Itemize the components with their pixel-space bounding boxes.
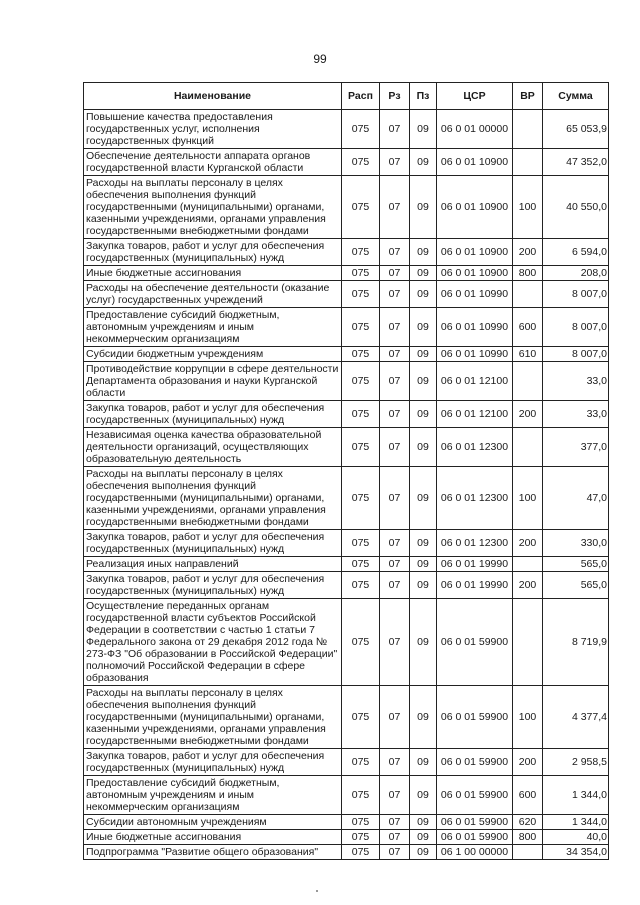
table-row bbox=[84, 686, 609, 749]
cell-csr: 06 1 00 00000 bbox=[437, 845, 513, 860]
cell-csr: 06 0 01 59900 bbox=[437, 749, 513, 776]
column-header-sum: Сумма bbox=[543, 83, 609, 110]
cell-rz: 07 bbox=[380, 110, 410, 149]
cell-name: Независимая оценка качества образовательной деятельности организаций, осуществляющих образовательную деятельность bbox=[84, 428, 342, 467]
column-header-csr: ЦСР bbox=[437, 83, 513, 110]
cell-name: Закупка товаров, работ и услуг для обеспечения государственных (муниципальных) нужд bbox=[84, 239, 342, 266]
table-row bbox=[84, 572, 609, 599]
cell-sum: 4 377,4 bbox=[543, 686, 609, 749]
cell-rasp: 075 bbox=[342, 776, 380, 815]
cell-rz: 07 bbox=[380, 467, 410, 530]
cell-name: Иные бюджетные ассигнования bbox=[84, 266, 342, 281]
cell-name: Закупка товаров, работ и услуг для обеспечения государственных (муниципальных) нужд bbox=[84, 572, 342, 599]
cell-rz: 07 bbox=[380, 530, 410, 557]
cell-sum: 34 354,0 bbox=[543, 845, 609, 860]
cell-name: Субсидии автономным учреждениям bbox=[84, 815, 342, 830]
cell-csr: 06 0 01 19990 bbox=[437, 557, 513, 572]
cell-vr: 200 bbox=[513, 239, 543, 266]
cell-sum: 40,0 bbox=[543, 830, 609, 845]
cell-rasp: 075 bbox=[342, 467, 380, 530]
cell-rasp: 075 bbox=[342, 530, 380, 557]
table-row bbox=[84, 401, 609, 428]
cell-vr bbox=[513, 281, 543, 308]
cell-csr: 06 0 01 10990 bbox=[437, 281, 513, 308]
scan-speck bbox=[316, 890, 318, 892]
cell-pz: 09 bbox=[410, 749, 437, 776]
cell-name: Расходы на выплаты персоналу в целях обеспечения выполнения функций государственными (муниципальными) органами, казенными учреждениями, органами управления государственными внебюджетными фондами bbox=[84, 467, 342, 530]
cell-rasp: 075 bbox=[342, 686, 380, 749]
cell-rz: 07 bbox=[380, 401, 410, 428]
cell-vr: 620 bbox=[513, 815, 543, 830]
cell-rasp: 075 bbox=[342, 176, 380, 239]
table-row bbox=[84, 239, 609, 266]
cell-pz: 09 bbox=[410, 347, 437, 362]
cell-rz: 07 bbox=[380, 830, 410, 845]
cell-rz: 07 bbox=[380, 845, 410, 860]
cell-vr: 100 bbox=[513, 686, 543, 749]
cell-vr bbox=[513, 557, 543, 572]
cell-pz: 09 bbox=[410, 467, 437, 530]
cell-rasp: 075 bbox=[342, 308, 380, 347]
cell-sum: 65 053,9 bbox=[543, 110, 609, 149]
cell-rasp: 075 bbox=[342, 815, 380, 830]
cell-rasp: 075 bbox=[342, 599, 380, 686]
cell-vr: 200 bbox=[513, 530, 543, 557]
cell-csr: 06 0 01 10900 bbox=[437, 239, 513, 266]
cell-vr: 200 bbox=[513, 749, 543, 776]
cell-pz: 09 bbox=[410, 530, 437, 557]
cell-csr: 06 0 01 12300 bbox=[437, 428, 513, 467]
cell-name: Осуществление переданных органам государственной власти субъектов Российской Федерации в соответствии с частью 1 статьи 7 Федерального закона от 29 декабря 2012 года № 273-ФЗ "Об образовании в Российской Федерации" полномочий Российской Федерации в сфере образования bbox=[84, 599, 342, 686]
cell-csr: 06 0 01 10900 bbox=[437, 149, 513, 176]
cell-rasp: 075 bbox=[342, 401, 380, 428]
cell-sum: 8 719,9 bbox=[543, 599, 609, 686]
cell-rasp: 075 bbox=[342, 281, 380, 308]
cell-sum: 47 352,0 bbox=[543, 149, 609, 176]
cell-pz: 09 bbox=[410, 281, 437, 308]
cell-vr: 800 bbox=[513, 266, 543, 281]
cell-sum: 40 550,0 bbox=[543, 176, 609, 239]
cell-pz: 09 bbox=[410, 830, 437, 845]
cell-csr: 06 0 01 59900 bbox=[437, 686, 513, 749]
cell-pz: 09 bbox=[410, 599, 437, 686]
cell-rz: 07 bbox=[380, 749, 410, 776]
cell-csr: 06 0 01 19990 bbox=[437, 572, 513, 599]
cell-vr: 600 bbox=[513, 308, 543, 347]
cell-pz: 09 bbox=[410, 362, 437, 401]
cell-name: Обеспечение деятельности аппарата органов государственной власти Курганской области bbox=[84, 149, 342, 176]
cell-rz: 07 bbox=[380, 308, 410, 347]
table-row bbox=[84, 428, 609, 467]
cell-sum: 33,0 bbox=[543, 362, 609, 401]
cell-vr bbox=[513, 428, 543, 467]
table-header-row bbox=[84, 83, 609, 110]
cell-sum: 8 007,0 bbox=[543, 308, 609, 347]
cell-name: Закупка товаров, работ и услуг для обеспечения государственных (муниципальных) нужд bbox=[84, 530, 342, 557]
cell-sum: 1 344,0 bbox=[543, 776, 609, 815]
cell-csr: 06 0 01 10900 bbox=[437, 266, 513, 281]
cell-sum: 1 344,0 bbox=[543, 815, 609, 830]
page-number: 99 bbox=[313, 52, 327, 66]
cell-sum: 330,0 bbox=[543, 530, 609, 557]
table-row bbox=[84, 845, 609, 860]
cell-vr: 100 bbox=[513, 467, 543, 530]
cell-name: Расходы на обеспечение деятельности (оказание услуг) государственных учреждений bbox=[84, 281, 342, 308]
cell-name: Реализация иных направлений bbox=[84, 557, 342, 572]
cell-vr: 610 bbox=[513, 347, 543, 362]
cell-sum: 6 594,0 bbox=[543, 239, 609, 266]
cell-name: Противодействие коррупции в сфере деятельности Департамента образования и науки Курганской области bbox=[84, 362, 342, 401]
column-header-vr: ВР bbox=[513, 83, 543, 110]
cell-vr bbox=[513, 149, 543, 176]
cell-pz: 09 bbox=[410, 308, 437, 347]
cell-rz: 07 bbox=[380, 815, 410, 830]
cell-rasp: 075 bbox=[342, 572, 380, 599]
cell-csr: 06 0 01 12100 bbox=[437, 401, 513, 428]
table-row bbox=[84, 557, 609, 572]
cell-vr bbox=[513, 362, 543, 401]
table-row bbox=[84, 266, 609, 281]
cell-vr: 100 bbox=[513, 176, 543, 239]
cell-sum: 2 958,5 bbox=[543, 749, 609, 776]
table-row bbox=[84, 362, 609, 401]
cell-rasp: 075 bbox=[342, 749, 380, 776]
cell-pz: 09 bbox=[410, 776, 437, 815]
cell-rz: 07 bbox=[380, 347, 410, 362]
cell-csr: 06 0 01 10990 bbox=[437, 308, 513, 347]
cell-name: Повышение качества предоставления государственных услуг, исполнения государственных функций bbox=[84, 110, 342, 149]
cell-pz: 09 bbox=[410, 845, 437, 860]
cell-csr: 06 0 01 59900 bbox=[437, 599, 513, 686]
cell-rz: 07 bbox=[380, 599, 410, 686]
cell-rz: 07 bbox=[380, 281, 410, 308]
column-header-pz: Пз bbox=[410, 83, 437, 110]
cell-sum: 208,0 bbox=[543, 266, 609, 281]
table-row bbox=[84, 830, 609, 845]
table-row bbox=[84, 308, 609, 347]
cell-rasp: 075 bbox=[342, 830, 380, 845]
cell-name: Расходы на выплаты персоналу в целях обеспечения выполнения функций государственными (муниципальными) органами, казенными учреждениями, органами управления государственными внебюджетными фондами bbox=[84, 686, 342, 749]
cell-vr: 200 bbox=[513, 572, 543, 599]
cell-rz: 07 bbox=[380, 176, 410, 239]
cell-rasp: 075 bbox=[342, 845, 380, 860]
cell-vr: 600 bbox=[513, 776, 543, 815]
cell-rasp: 075 bbox=[342, 110, 380, 149]
cell-name: Закупка товаров, работ и услуг для обеспечения государственных (муниципальных) нужд bbox=[84, 749, 342, 776]
cell-csr: 06 0 01 10900 bbox=[437, 176, 513, 239]
cell-rasp: 075 bbox=[342, 239, 380, 266]
cell-pz: 09 bbox=[410, 428, 437, 467]
column-header-rz: Рз bbox=[380, 83, 410, 110]
table-row bbox=[84, 110, 609, 149]
cell-csr: 06 0 01 12300 bbox=[437, 467, 513, 530]
table-row bbox=[84, 815, 609, 830]
cell-rasp: 075 bbox=[342, 557, 380, 572]
cell-name: Иные бюджетные ассигнования bbox=[84, 830, 342, 845]
table-row bbox=[84, 749, 609, 776]
cell-name: Предоставление субсидий бюджетным, автономным учреждениям и иным некоммерческим организациям bbox=[84, 308, 342, 347]
table-row bbox=[84, 176, 609, 239]
cell-vr bbox=[513, 845, 543, 860]
cell-vr: 200 bbox=[513, 401, 543, 428]
cell-rasp: 075 bbox=[342, 362, 380, 401]
cell-csr: 06 0 01 00000 bbox=[437, 110, 513, 149]
cell-name: Подпрограмма "Развитие общего образования" bbox=[84, 845, 342, 860]
table-body bbox=[84, 110, 609, 860]
cell-rasp: 075 bbox=[342, 428, 380, 467]
cell-sum: 565,0 bbox=[543, 572, 609, 599]
cell-rasp: 075 bbox=[342, 266, 380, 281]
cell-rasp: 075 bbox=[342, 347, 380, 362]
cell-name: Предоставление субсидий бюджетным, автономным учреждениям и иным некоммерческим организациям bbox=[84, 776, 342, 815]
cell-rz: 07 bbox=[380, 428, 410, 467]
table-row bbox=[84, 599, 609, 686]
cell-name: Расходы на выплаты персоналу в целях обеспечения выполнения функций государственными (муниципальными) органами, казенными учреждениями, органами управления государственными внебюджетными фондами bbox=[84, 176, 342, 239]
table-row bbox=[84, 347, 609, 362]
cell-pz: 09 bbox=[410, 176, 437, 239]
cell-pz: 09 bbox=[410, 266, 437, 281]
table-row bbox=[84, 776, 609, 815]
table-row bbox=[84, 281, 609, 308]
column-header-name: Наименование bbox=[84, 83, 342, 110]
cell-csr: 06 0 01 12100 bbox=[437, 362, 513, 401]
cell-sum: 377,0 bbox=[543, 428, 609, 467]
cell-rz: 07 bbox=[380, 557, 410, 572]
cell-pz: 09 bbox=[410, 815, 437, 830]
cell-csr: 06 0 01 59900 bbox=[437, 776, 513, 815]
cell-pz: 09 bbox=[410, 686, 437, 749]
cell-pz: 09 bbox=[410, 557, 437, 572]
cell-pz: 09 bbox=[410, 401, 437, 428]
cell-sum: 565,0 bbox=[543, 557, 609, 572]
cell-csr: 06 0 01 59900 bbox=[437, 830, 513, 845]
cell-csr: 06 0 01 59900 bbox=[437, 815, 513, 830]
cell-sum: 8 007,0 bbox=[543, 281, 609, 308]
cell-pz: 09 bbox=[410, 110, 437, 149]
cell-pz: 09 bbox=[410, 572, 437, 599]
cell-name: Закупка товаров, работ и услуг для обеспечения государственных (муниципальных) нужд bbox=[84, 401, 342, 428]
cell-sum: 8 007,0 bbox=[543, 347, 609, 362]
table-row bbox=[84, 530, 609, 557]
table-row bbox=[84, 467, 609, 530]
column-header-rasp: Расп bbox=[342, 83, 380, 110]
cell-rz: 07 bbox=[380, 776, 410, 815]
cell-vr: 800 bbox=[513, 830, 543, 845]
cell-rz: 07 bbox=[380, 239, 410, 266]
cell-sum: 33,0 bbox=[543, 401, 609, 428]
cell-rz: 07 bbox=[380, 362, 410, 401]
cell-vr bbox=[513, 599, 543, 686]
table-row bbox=[84, 149, 609, 176]
cell-sum: 47,0 bbox=[543, 467, 609, 530]
budget-table bbox=[83, 82, 609, 860]
cell-rz: 07 bbox=[380, 686, 410, 749]
cell-rz: 07 bbox=[380, 572, 410, 599]
cell-rz: 07 bbox=[380, 149, 410, 176]
cell-csr: 06 0 01 12300 bbox=[437, 530, 513, 557]
cell-rasp: 075 bbox=[342, 149, 380, 176]
cell-csr: 06 0 01 10990 bbox=[437, 347, 513, 362]
cell-vr bbox=[513, 110, 543, 149]
cell-pz: 09 bbox=[410, 239, 437, 266]
cell-rz: 07 bbox=[380, 266, 410, 281]
cell-pz: 09 bbox=[410, 149, 437, 176]
cell-name: Субсидии бюджетным учреждениям bbox=[84, 347, 342, 362]
